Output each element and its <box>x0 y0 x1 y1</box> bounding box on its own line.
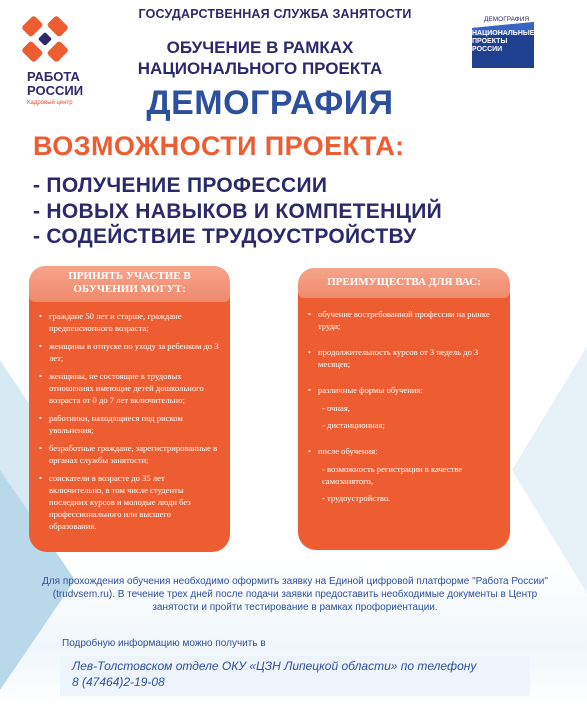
logo-tagline: Кадровый центр <box>27 100 73 106</box>
headline: ДЕМОГРАФИЯ <box>146 84 394 122</box>
eligible-item: • работники, находящиеся под риском увольнения; <box>39 412 220 436</box>
benefits-card-header: ПРЕИМУЩЕСТВА ДЛЯ ВАС: <box>298 268 510 298</box>
contact-phone: 8 (47464)2-19-08 <box>72 675 165 689</box>
eligible-card-title-line2: ОБУЧЕНИИ МОГУТ: <box>73 283 186 295</box>
eligible-item: • женщины в отпуске по уходу за ребенком до 3 лет; <box>39 340 220 364</box>
rabota-rossii-logo-icon <box>16 10 74 68</box>
benefit-subitem: - возможность регистрации в качестве самозанятого, <box>322 464 463 486</box>
benefit-item: • обучение востребованной профессии на рынке труда; <box>308 308 498 332</box>
benefit-subitem: - трудоустройство. <box>322 493 391 503</box>
eligible-item: • женщины, не состоящие в трудовых отношениях имеющие детей дошкольного возраста от 0 до 7 лет включительно; <box>39 370 220 406</box>
national-projects-line3: РОССИИ <box>472 46 503 53</box>
eligible-card-title-line1: ПРИНЯТЬ УЧАСТИЕ В <box>68 270 191 282</box>
subtitle-line1: ОБУЧЕНИЕ В РАМКАХ <box>166 38 354 57</box>
background-triangle-right <box>512 330 587 610</box>
opportunity-item: - СОДЕЙСТВИЕ ТРУДОУСТРОЙСТВУ <box>33 225 417 248</box>
national-projects-line1: НАЦИОНАЛЬНЫЕ <box>472 30 535 37</box>
eligible-item: • граждане 50 лет и старше, граждане предпенсионного возраста; <box>39 310 220 334</box>
eligible-card-header <box>29 266 230 302</box>
info-paragraph: Для прохождения обучения необходимо оформить заявку на Единой цифровой платформе "Работа России" (trudvsem.ru). В течение трех дней после подачи заявки предоставить необходимые документы в Центр занятости и пройти тестирование в рамках профориентации. <box>42 576 548 613</box>
opportunities-title: ВОЗМОЖНОСТИ ПРОЕКТА: <box>33 131 405 161</box>
subtitle-line2: НАЦИОНАЛЬНОГО ПРОЕКТА <box>137 59 383 78</box>
national-projects-line2: ПРОЕКТЫ <box>472 38 508 45</box>
info-more: Подробную информацию можно получить в <box>62 638 266 649</box>
logo-name-line1: РАБОТА <box>27 69 80 84</box>
eligible-item: • безработные граждане, зарегистрированные в органах службы занятости; <box>39 442 220 466</box>
contact-info <box>72 658 542 690</box>
benefit-item: • после обучения: <box>308 445 498 457</box>
logo-name-line2: РОССИИ <box>27 83 84 98</box>
benefit-subitem: - дистанционная; <box>322 420 385 430</box>
benefits-card <box>298 268 510 550</box>
opportunity-item: - ПОЛУЧЕНИЕ ПРОФЕССИИ <box>33 174 328 197</box>
agency-title: ГОСУДАРСТВЕННАЯ СЛУЖБА ЗАНЯТОСТИ <box>138 7 412 21</box>
benefit-item: • продолжительность курсов от 3 недель до 3 месяцев; <box>308 346 498 370</box>
national-projects-text <box>472 30 534 54</box>
eligible-card <box>29 266 230 552</box>
benefit-subitem: - очная, <box>322 403 350 413</box>
contact-line1: Лев-Толстовском отделе ОКУ «ЦЗН Липецкой области» по телефону <box>72 659 477 673</box>
eligible-item: • соискатели в возрасте до 35 лет включительно, в том числе студенты последних курсов и молодые люди без профессионального или высшего образования. <box>39 472 220 532</box>
benefits-list <box>298 298 510 504</box>
national-projects-label: ДЕМОГРАФИЯ <box>484 16 530 23</box>
benefit-item: • различные формы обучения: <box>308 384 498 396</box>
eligible-list <box>29 302 230 532</box>
opportunity-item: - НОВЫХ НАВЫКОВ И КОМПЕТЕНЦИЙ <box>33 200 443 223</box>
subtitle <box>95 37 425 79</box>
